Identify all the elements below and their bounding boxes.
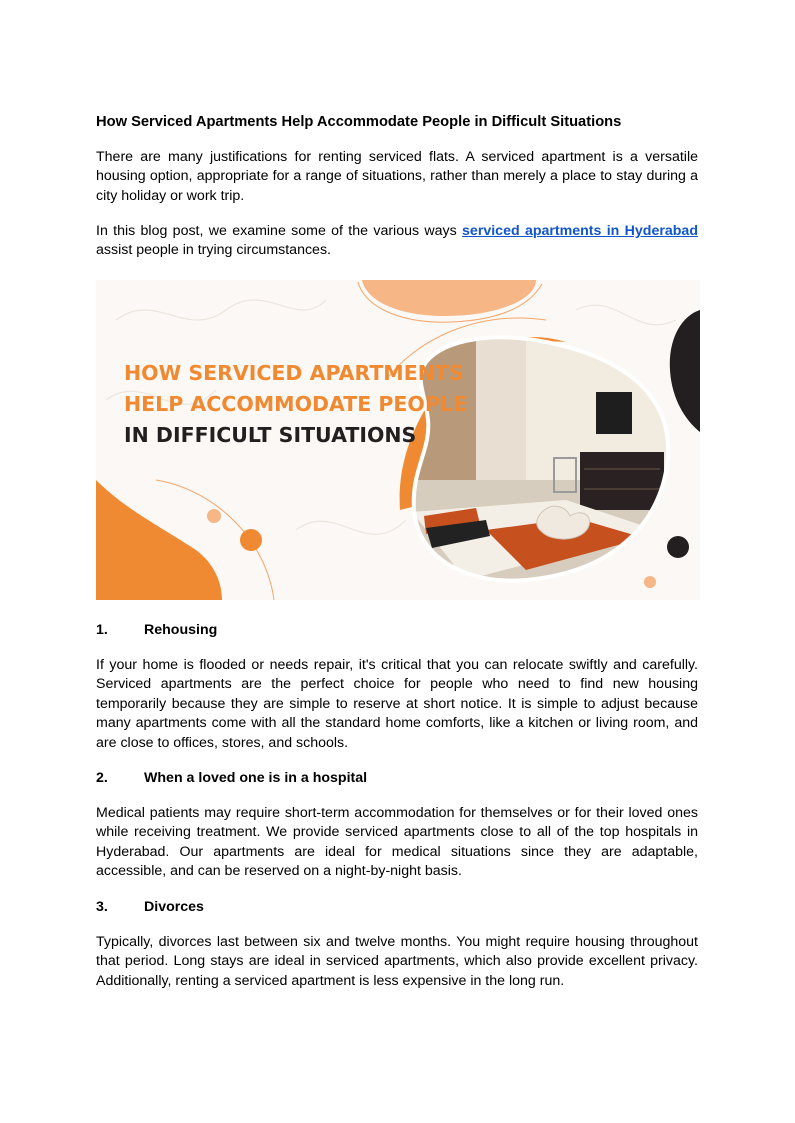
section-heading-rehousing (96, 621, 217, 640)
banner-line-1: HOW SERVICED APARTMENTS (124, 361, 464, 385)
dark-half-circle (670, 310, 700, 432)
banner-line-3: IN DIFFICULT SITUATIONS (124, 423, 417, 447)
section-body-hospital: Medical patients may require short-term accommodation for themselves or for their loved ones while receiving treatment. We provide serviced apartments close to all of the top hospitals in Hyderabad. Our apartments are ideal for medical situations since they are adaptable, accessible, and can be reserved on a night-by-night basis. (96, 805, 698, 880)
section-number: 1. (96, 622, 108, 638)
intro-text-after: assist people in trying circumstances. (96, 242, 331, 259)
banner-line-2: HELP ACCOMMODATE PEOPLE (124, 392, 467, 416)
section-number: 3. (96, 899, 108, 915)
section-body-rehousing: If your home is flooded or needs repair, it's critical that you can relocate swiftly and carefully. Serviced apartments are the perfect choice for people who need to find new housing temporarily because they are simple to reserve at short notice. It is simple to adjust because many apartments come with all the standard home comforts, like a kitchen or living room, and are close to offices, stores, and schools. (96, 657, 698, 751)
section-title: When a loved one is in a hospital (144, 770, 368, 786)
section-heading-divorces (96, 898, 204, 917)
section-heading-hospital (96, 769, 367, 788)
intro-text-before: In this blog post, we examine some of the various ways (96, 223, 463, 239)
small-peach-dot (207, 509, 221, 523)
intro-paragraph: There are many justifications for renting serviced flats. A serviced apartment is a versatile housing option, appropriate for a range of situations, rather than merely a place to stay during a city holiday or work trip. (96, 149, 698, 204)
section-number: 2. (96, 770, 108, 786)
orange-dot (240, 529, 262, 551)
section-title: Divorces (144, 899, 204, 915)
page-title: How Serviced Apartments Help Accommodate People in Difficult Situations (96, 114, 622, 130)
section-body-divorces: Typically, divorces last between six and twelve months. You might require housing throughout that period. Long stays are ideal in serviced apartments, which also provide excellent privacy. Additionally, renting a serviced apartment is less expensive in the long run. (96, 934, 698, 989)
hyderabad-apartments-link[interactable]: serviced apartments in Hyderabad (462, 223, 698, 239)
blog-banner-image (96, 280, 700, 600)
dark-dot (667, 536, 689, 558)
intro-paragraph-2 (96, 222, 698, 261)
banner-illustration (96, 280, 700, 600)
peach-dot (644, 576, 656, 588)
bottom-orange-blob (96, 480, 222, 600)
section-title: Rehousing (144, 622, 218, 638)
